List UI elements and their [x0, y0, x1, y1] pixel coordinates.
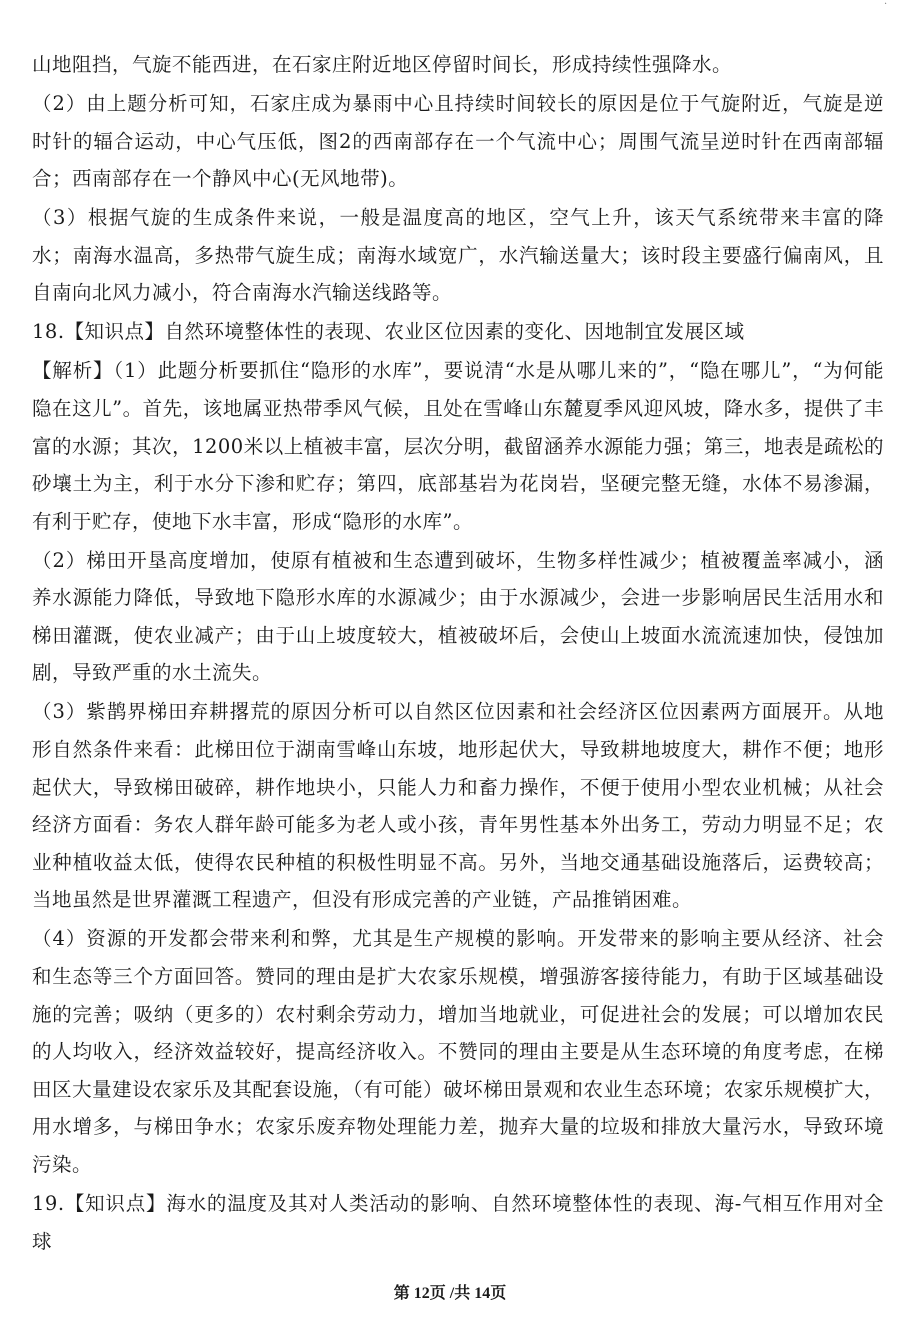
corner-mark: · [884, 0, 888, 10]
paragraph-18-1-analysis: 【解析】（1）此题分析要抓住“隐形的水库”，要说清“水是从哪儿来的”，“隐在哪儿”，“为何能隐在这儿”。首先，该地属亚热带季风气候，且处在雪峰山东麓夏季风迎风坡，降水多，提供了丰富的水源；其次，1200米以上植被丰富，层次分明，截留涵养水源能力强；第三，地表是疏松的砂壤土为主，利于水分下渗和贮存；第四，底部基岩为花岗岩，坚硬完整无缝，水体不易渗漏，有利于贮存，使地下水丰富，形成“隐形的水库”。 [32, 359, 884, 533]
question-18-knowledge-points: 18.【知识点】自然环境整体性的表现、农业区位因素的变化、因地制宜发展区域 [32, 320, 745, 344]
paragraph-cyclone-conclusion: 山地阻挡，气旋不能西进，在石家庄附近地区停留时间长，形成持续性强降水。 [32, 53, 733, 76]
question-19-knowledge-points: 19.【知识点】海水的温度及其对人类活动的影响、自然环境整体性的表现、海-气相互作用对全球 [32, 1191, 884, 1253]
paragraph-18-4: （4）资源的开发都会带来利和弊，尤其是生产规模的影响。开发带来的影响主要从经济、社会和生态等三个方面回答。赞同的理由是扩大农家乐规模，增强游客接待能力，有助于区域基础设施的完善；吸纳（更多的）农村剩余劳动力，增加当地就业，可促进社会的发展；可以增加农民的人均收入，经济效益较好，提高经济收入。不赞同的理由主要是从生态环境的角度考虑，在梯田区大量建设农家乐及其配套设施，（有可能）破坏梯田景观和农业生态环境；农家乐规模扩大，用水增多，与梯田争水；农家乐废弃物处理能力差，抛弃大量的垃圾和排放大量污水，导致环境污染。 [32, 927, 884, 1176]
paragraph-18-2: （2）梯田开垦高度增加，使原有植被和生态遭到破坏，生物多样性减少；植被覆盖率减小，涵养水源能力降低，导致地下隐形水库的水源减少；由于水源减少，会进一步影响居民生活用水和梯田灌溉，使农业减产；由于山上坡度较大，植被破坏后，会使山上坡面水流流速加快，侵蚀加剧，导致严重的水土流失。 [32, 548, 884, 685]
paragraph-17-3: （3）根据气旋的生成条件来说，一般是温度高的地区，空气上升，该天气系统带来丰富的降水；南海水温高，多热带气旋生成；南海水域宽广，水汽输送量大；该时段主要盛行偏南风，且自南向北风力减小，符合南海水汽输送线路等。 [32, 206, 884, 305]
answer-text-body [32, 46, 884, 1262]
paragraph-18-3: （3）紫鹊界梯田弃耕撂荒的原因分析可以自然区位因素和社会经济区位因素两方面展开。从地形自然条件来看：此梯田位于湖南雪峰山东坡，地形起伏大，导致耕地坡度大，耕作不便；地形起伏大，导致梯田破碎，耕作地块小，只能人力和畜力操作，不便于使用小型农业机械；从社会经济方面看：务农人群年龄可能多为老人或小孩，青年男性基本外出务工，劳动力明显不足；农业种植收益太低，使得农民种植的积极性明显不高。另外，当地交通基础设施落后，运费较高；当地虽然是世界灌溉工程遗产，但没有形成完善的产业链，产品推销困难。 [32, 700, 884, 912]
paragraph-17-2: （2）由上题分析可知，石家庄成为暴雨中心且持续时间较长的原因是位于气旋附近，气旋是逆时针的辐合运动，中心气压低，图2的西南部存在一个气流中心；周围气流呈逆时针在西南部辐合；西南部存在一个静风中心(无风地带)。 [32, 91, 884, 191]
page-number-footer: 第 12页 /共 14页 [393, 1285, 507, 1302]
